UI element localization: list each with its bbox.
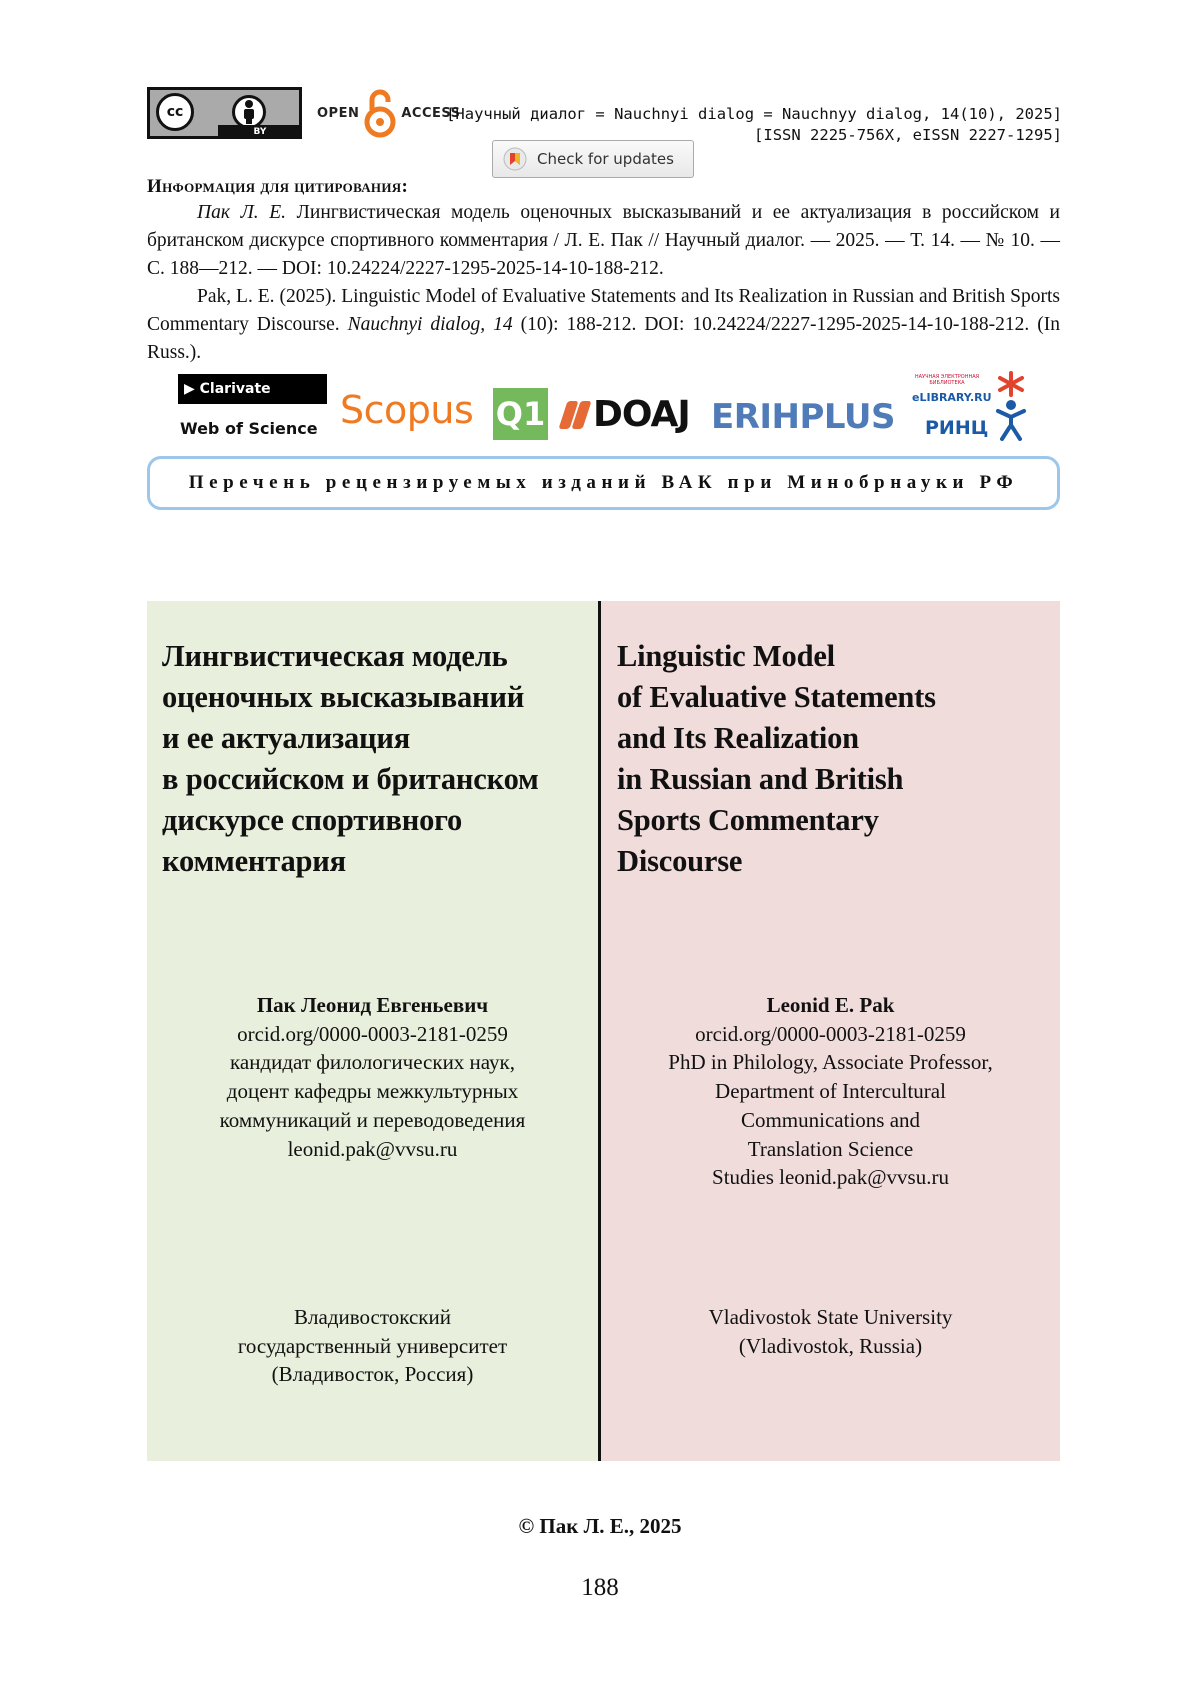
journal-line: [Научный диалог = Nauchnyi dialog = Nauchnyy dialog, 14(10), 2025] [446,105,1062,123]
title-line: Лингвистическая модель [162,639,508,673]
erihplus-logo: ERIHPLUS [711,397,895,437]
title-line: оценочных высказываний [162,680,525,714]
doaj-logo [563,394,690,435]
title-line: дискурсе спортивного [162,803,463,837]
open-lock-icon [363,88,397,138]
position-line: кандидат филологических наук, [230,1050,515,1075]
vak-list-banner: Перечень рецензируемых изданий ВАК при Минобрнауки РФ [147,456,1060,510]
elibrary-figure-icon [994,371,1028,441]
cc-by-license-badge[interactable] [147,87,302,139]
elibrary-label: eLIBRARY.RU [912,391,992,404]
cc-by-label: BY [218,125,302,139]
title-line: and Its Realization [617,721,859,755]
citation-ru [147,199,1060,283]
affiliation-line: (Владивосток, Россия) [271,1362,474,1387]
open-access-logo [317,88,461,138]
crossmark-icon [503,147,527,171]
elibrary-rinc-logo [912,371,1030,441]
affiliation-en [601,1303,1060,1360]
citation-en-text: Pak, L. E. (2025). Linguistic Model of Evaluative Statements and Its Realization in Russian and British Sports Commentary Discourse. [147,286,1060,335]
issn-line: [ISSN 2225-756X, eISSN 2227-1295] [754,126,1062,144]
article-title-ru [162,636,588,882]
affiliation-line: Vladivostok State University [708,1305,953,1329]
creative-commons-icon: cc [156,93,194,131]
q1-badge: Q1 [493,388,548,440]
doaj-label: DOAJ [593,394,690,435]
article-title-en [617,636,1050,882]
doaj-mark-icon [563,401,589,429]
affiliation-ru [147,1303,598,1389]
clarivate-logo: ▶ Clarivate [178,374,327,404]
web-of-science-logo: Web of Science [180,419,318,438]
title-line: в российском и британском [162,762,539,796]
position-line: Department of Intercultural [715,1079,946,1104]
position-line: доцент кафедры межкультурных [226,1079,519,1104]
citation-en [147,283,1060,367]
author-name-en: Leonid E. Pak [766,993,895,1017]
affiliation-line: (Vladivostok, Russia) [738,1333,923,1358]
open-access-left-text: OPEN [317,105,360,121]
clarivate-label: Clarivate [199,381,271,397]
author-block-ru [147,991,598,1163]
position-line: Communications and [740,1107,921,1132]
russian-panel [147,601,601,1461]
check-for-updates-button[interactable] [492,140,694,178]
position-line: Translation Science [747,1136,914,1161]
affiliation-line: Владивостокский [294,1305,451,1329]
title-line: и ее актуализация [162,721,411,755]
title-line: of Evaluative Statements [617,680,936,714]
copyright-notice: © Пак Л. Е., 2025 [518,1514,682,1538]
author-name-ru: Пак Леонид Евгеньевич [256,993,489,1017]
title-line: комментария [162,844,346,878]
elibrary-caption: НАУЧНАЯ ЭЛЕКТРОННАЯ БИБЛИОТЕКА [914,374,980,386]
email-link-ru[interactable]: leonid.pak@vvsu.ru [287,1136,458,1161]
position-line: коммуникаций и переводоведения [219,1107,526,1132]
citation-ru-author: Пак Л. Е. [197,202,287,223]
citation-en-journal: Nauchnyi dialog, 14 [347,314,513,335]
title-line: in Russian and British [617,762,904,796]
check-for-updates-label: Check for updates [537,150,674,168]
rinc-label: РИНЦ [925,417,989,439]
title-line: Sports Commentary [617,803,879,837]
citation-heading: Информация для цитирования: [147,176,409,197]
scopus-logo: Scopus [340,388,474,432]
orcid-link-ru[interactable]: orcid.org/0000-0003-2181-0259 [237,1021,508,1046]
citation-ru-text: Лингвистическая модель оценочных высказываний и ее актуализация в российском и британском дискурсе спортивного комментария / Л. Е. Пак // Научный диалог. — 2025. — Т. 14. — № 10. — С. 188—212. — DOI: 10.24224/2227-1295-2025-14-10-188-212. [147,202,1060,279]
english-panel [601,601,1060,1461]
title-line: Linguistic Model [617,639,835,673]
attribution-person-icon [232,95,266,129]
page-number: 188 [581,1574,619,1601]
email-link-en[interactable]: Studies leonid.pak@vvsu.ru [712,1165,949,1190]
open-access-right-text: ACCESS [401,105,461,121]
orcid-link-en[interactable]: orcid.org/0000-0003-2181-0259 [695,1021,966,1046]
affiliation-line: государственный университет [237,1333,508,1358]
citation-en-tail: (10): 188-212. DOI: 10.24224/2227-1295-2025-14-10-188-212. (In Russ.). [147,314,1061,363]
position-line: PhD in Philology, Associate Professor, [668,1050,993,1075]
title-line: Discourse [617,844,743,878]
author-block-en [601,991,1060,1192]
